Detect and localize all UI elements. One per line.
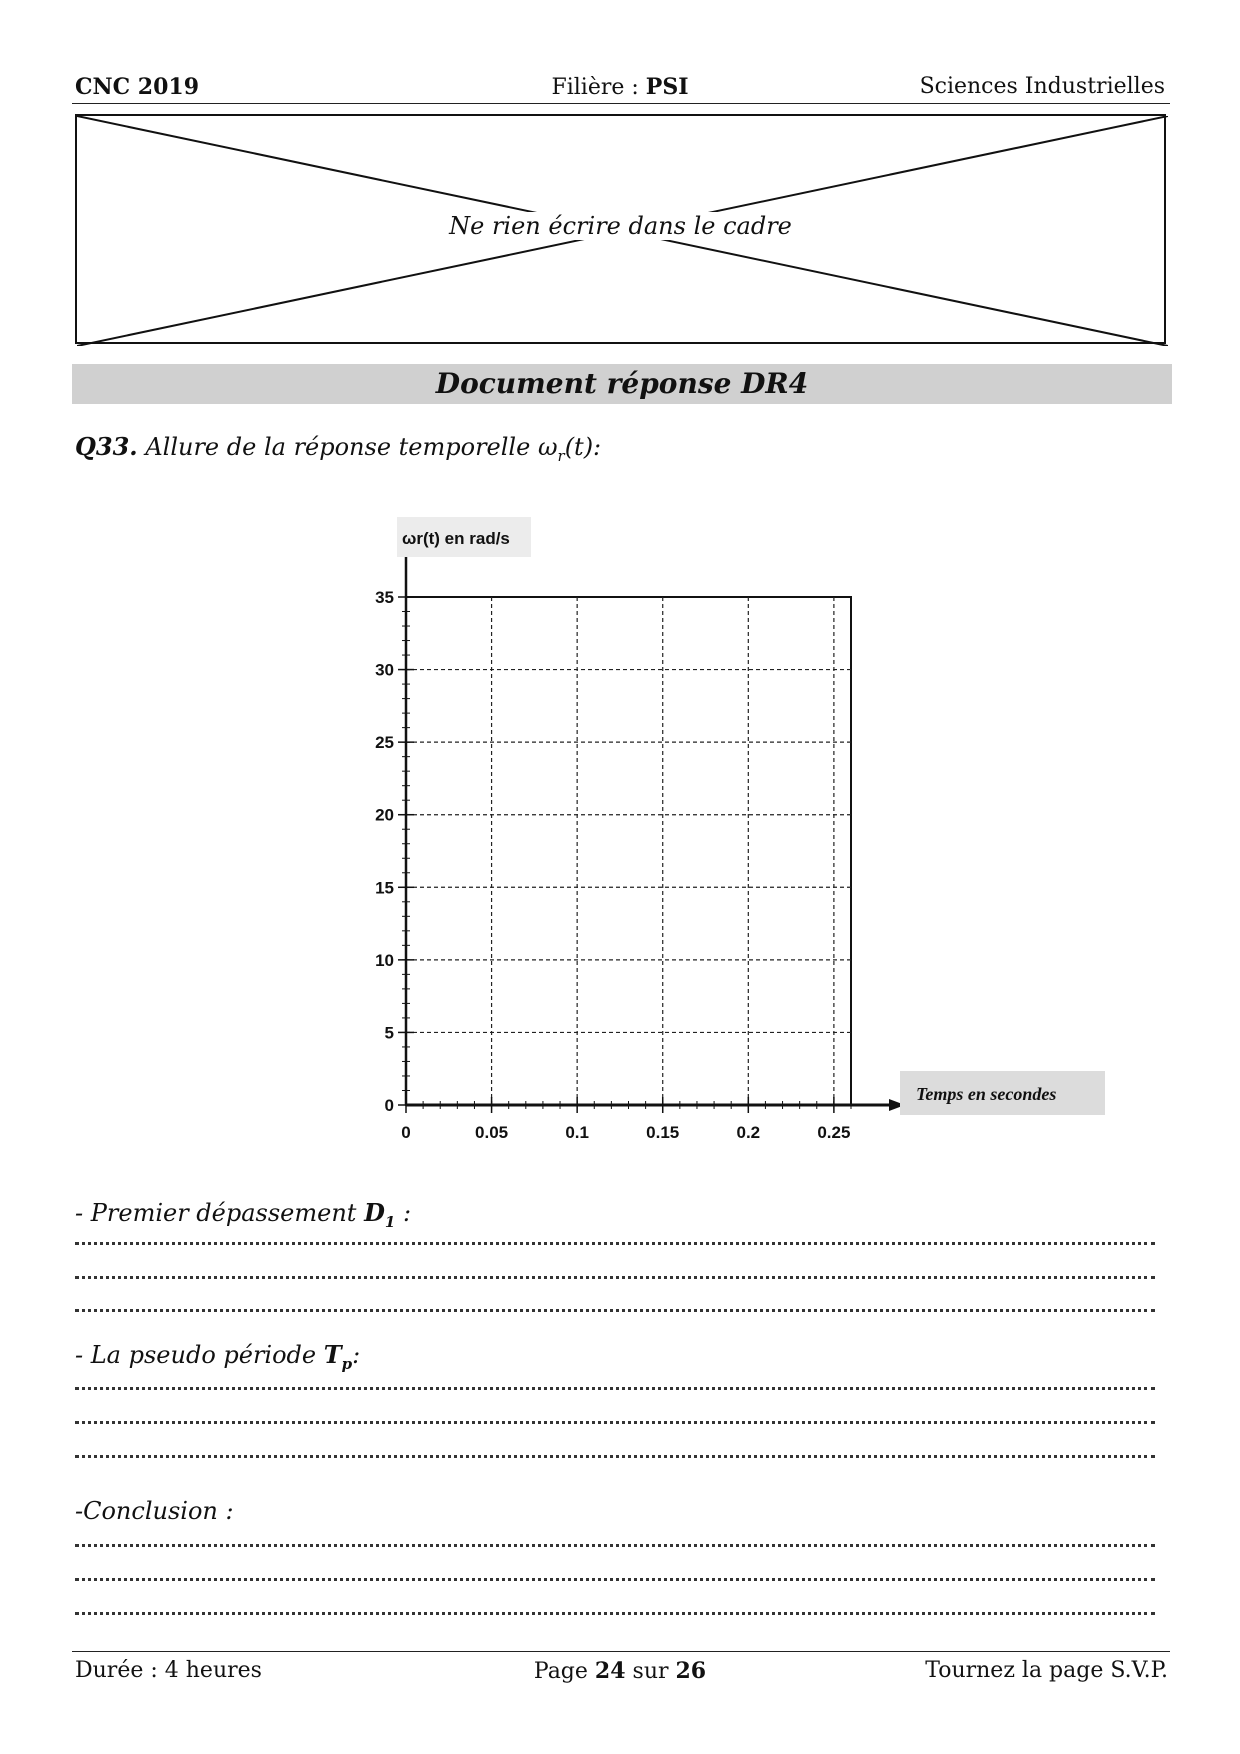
label-conclusion: -Conclusion : [75,1497,234,1525]
answer-line[interactable] [75,1417,1155,1424]
answer-line[interactable] [75,1451,1155,1458]
label-premier-depassement: - Premier dépassement $D_1$ : [75,1198,412,1231]
response-chart [340,510,1120,1150]
document-title: Document réponse DR4 [435,367,809,400]
y-tick-label: 10 [375,950,394,970]
y-tick-label: 25 [375,733,394,753]
plot-frame [406,597,851,1105]
x-tick-label: 0.15 [646,1123,680,1142]
question-number: Q33. [75,432,138,461]
footer-turn-page: Tournez la page S.V.P. [925,1658,1168,1683]
label-pseudo-periode: - La pseudo période $T_p$: [75,1340,361,1373]
y-axis-label: ωr(t) en rad/s [402,529,510,548]
y-tick-label: 5 [384,1023,394,1043]
y-tick-label: 35 [375,588,394,607]
y-tick-label: 30 [375,660,394,680]
header-filiere: Filière : PSI [551,74,689,100]
question-q33: Q33. Allure de la réponse temporelle $\omega_r(t)$: [75,432,602,465]
header-subject: Sciences Industrielles [919,74,1165,99]
y-tick-label: 15 [375,878,394,898]
answer-line[interactable] [75,1540,1155,1547]
y-tick-label: 20 [375,805,394,825]
answer-line[interactable] [75,1574,1155,1581]
answer-line[interactable] [75,1383,1155,1390]
answer-line[interactable] [75,1272,1155,1279]
question-text: Allure de la réponse temporelle ω [145,433,558,461]
answer-line[interactable] [75,1305,1155,1312]
document-title-band [72,364,1172,404]
footer-duration: Durée : 4 heures [75,1658,262,1683]
answer-line[interactable] [75,1238,1155,1245]
x-tick-label: 0.2 [736,1123,761,1142]
header-exam: CNC 2019 [75,74,200,100]
x-axis-label: Temps en secondes [916,1084,1057,1104]
x-tick-label: 0.25 [817,1123,851,1142]
footer-rule [72,1651,1170,1652]
y-tick-label: 0 [384,1096,394,1115]
x-tick-label: 0.1 [565,1123,589,1142]
do-not-write-text: Ne rien écrire dans le cadre [77,212,1164,240]
x-tick-label: 0.05 [475,1123,509,1142]
do-not-write-box [75,114,1166,344]
answer-line[interactable] [75,1608,1155,1615]
footer-page-number: Page 24 sur 26 [533,1658,707,1684]
header-rule [72,103,1170,104]
x-tick-label: 0 [401,1123,411,1142]
